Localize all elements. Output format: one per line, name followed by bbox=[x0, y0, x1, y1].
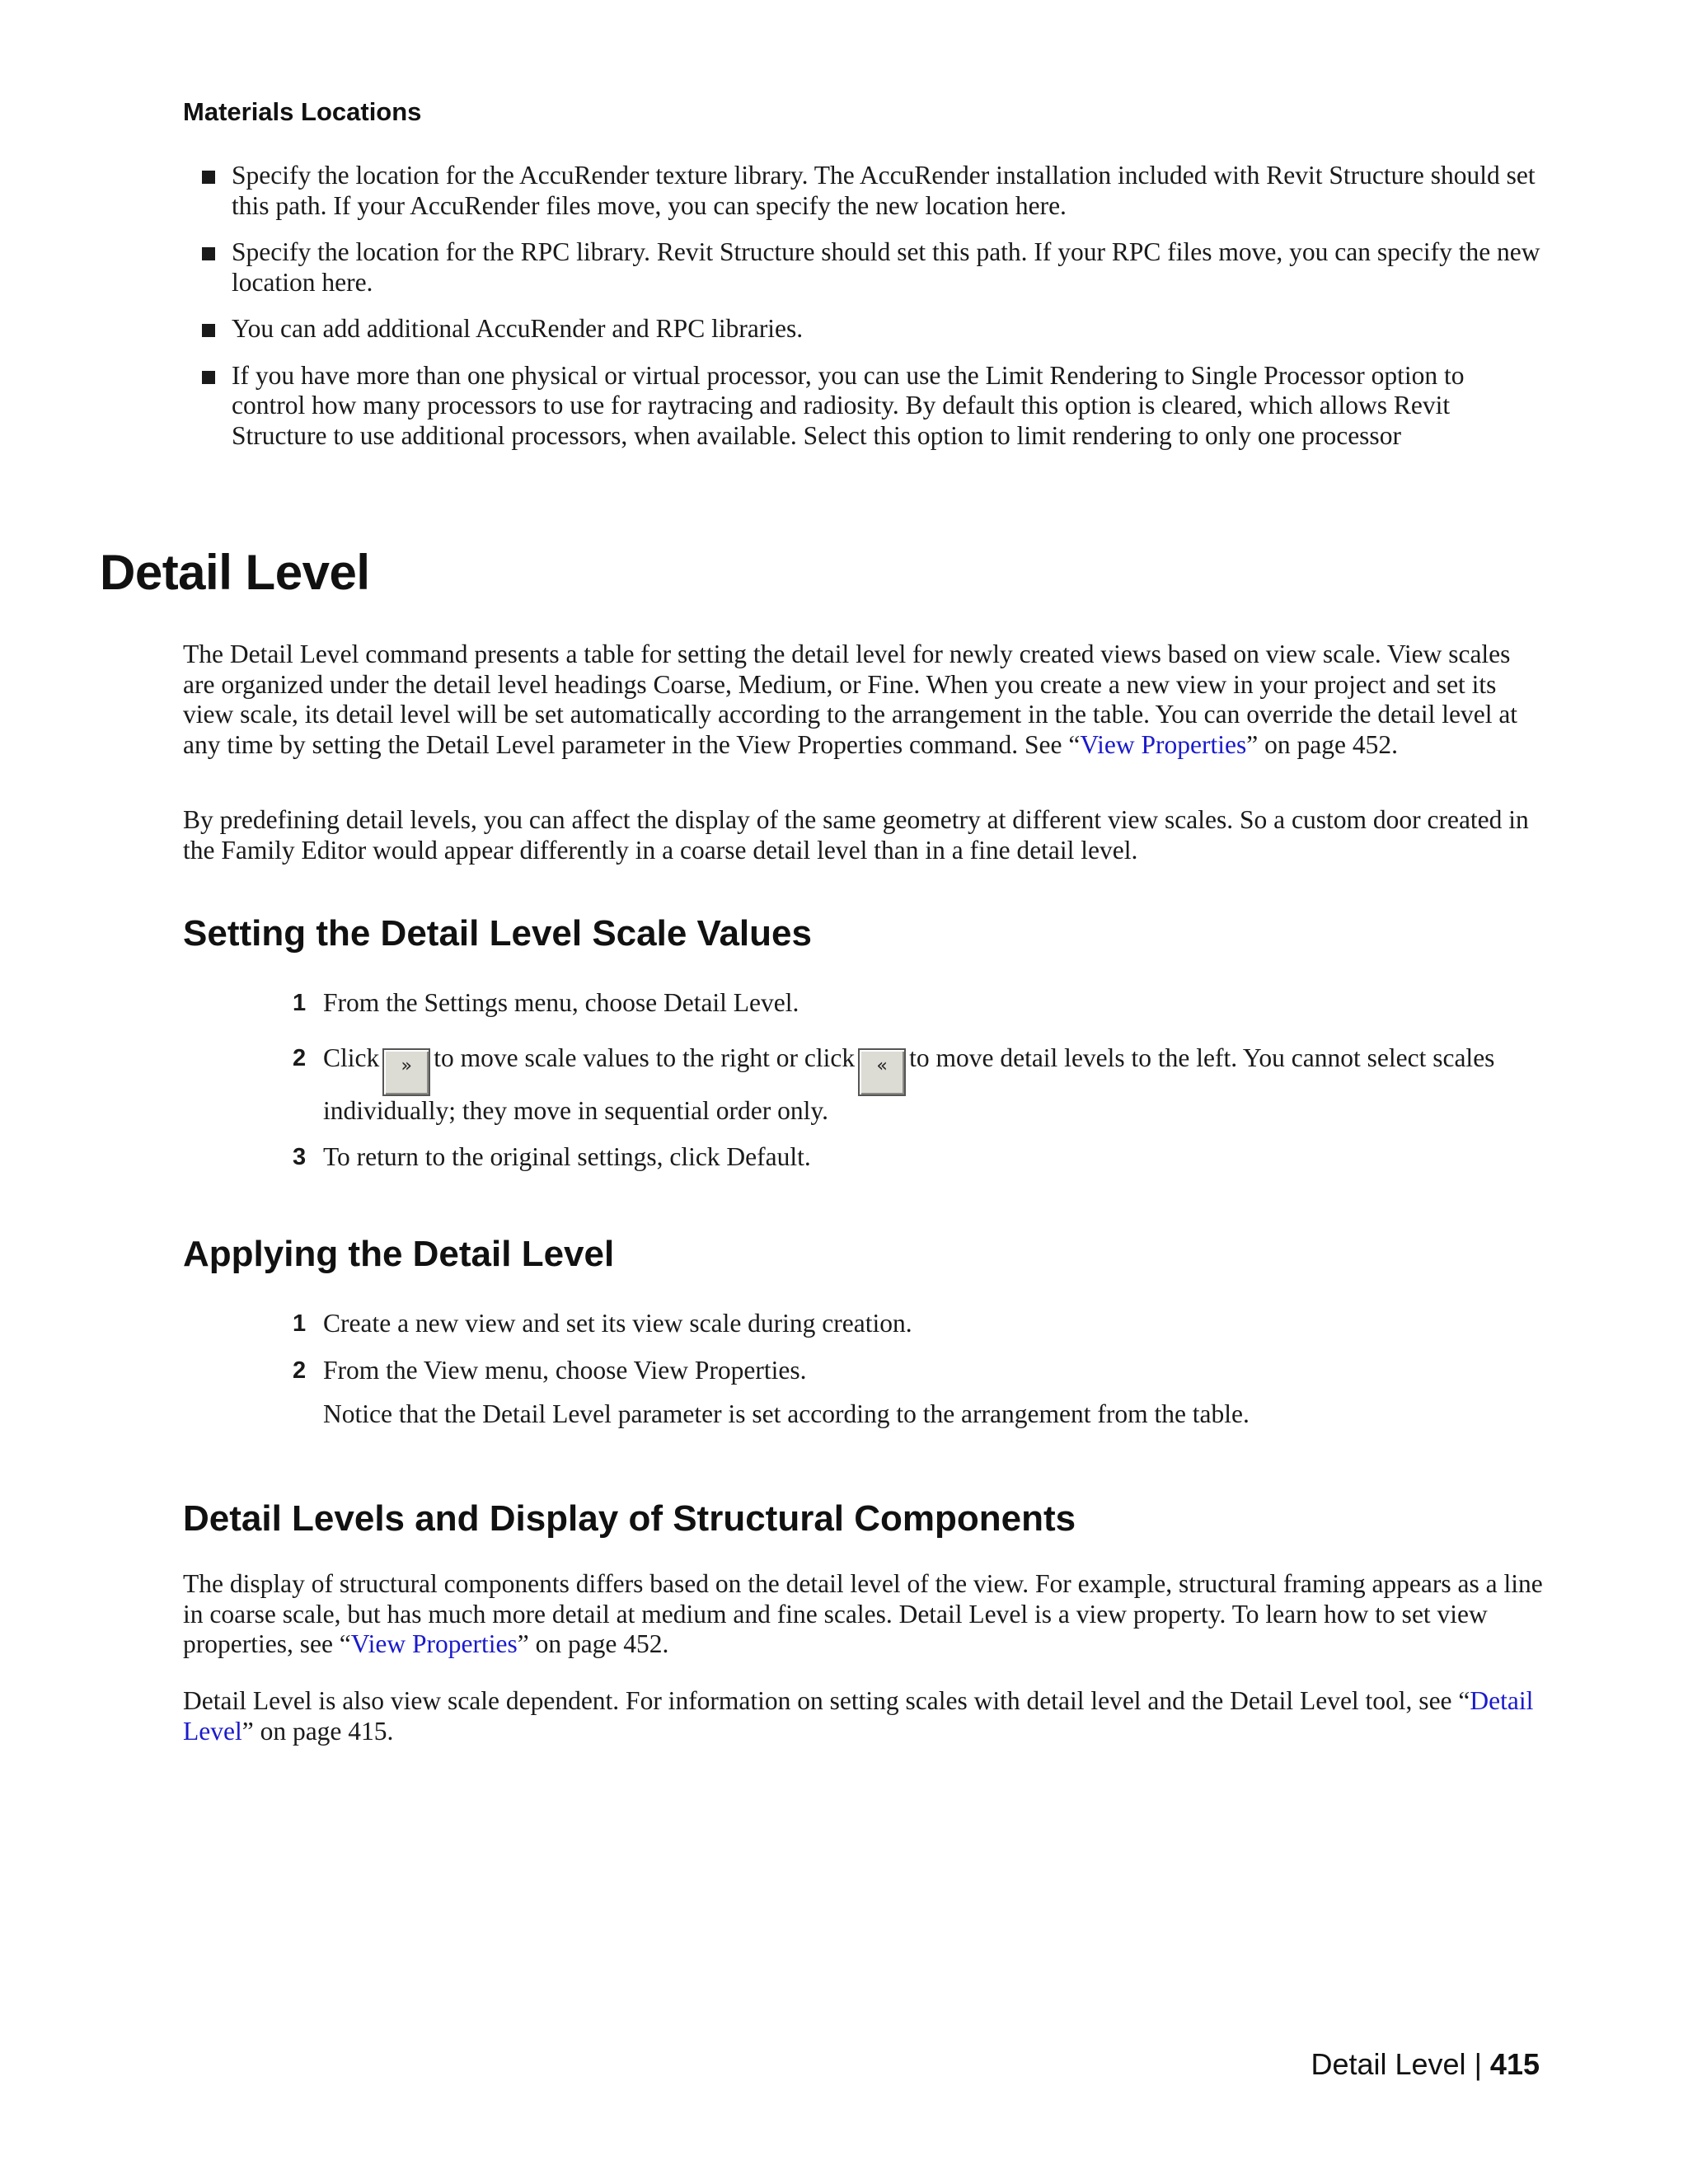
paragraph-text: ” on page 415. bbox=[241, 1716, 394, 1746]
bullet-item bbox=[202, 237, 1541, 298]
paragraph-text: Detail Level is also view scale dependent. For information on setting scales with detail level and the Detail Level tool, see “ bbox=[183, 1686, 1470, 1715]
square-bullet-icon bbox=[202, 371, 215, 384]
bullet-text: You can add additional AccuRender and RPC libraries. bbox=[232, 314, 804, 343]
step-item bbox=[293, 1043, 1545, 1127]
step-item bbox=[293, 1309, 1545, 1339]
step-text: To return to the original settings, click Default. bbox=[323, 1142, 811, 1171]
page-number: 415 bbox=[1489, 2047, 1540, 2081]
detail-level-intro-paragraph bbox=[183, 640, 1543, 760]
detail-level-link[interactable]: Detail Level bbox=[183, 1686, 1534, 1746]
setting-steps-list bbox=[293, 988, 1545, 1189]
structural-second-paragraph bbox=[183, 1686, 1543, 1746]
step-number: 2 bbox=[293, 1044, 307, 1071]
bullet-text: Specify the location for the AccuRender texture library. The AccuRender installation included with Revit Structure should set this path. If your AccuRender files move, you can specify the new location here. bbox=[232, 161, 1536, 220]
applying-steps-list bbox=[293, 1309, 1545, 1402]
footer-separator: | bbox=[1474, 2047, 1482, 2081]
square-bullet-icon bbox=[202, 171, 215, 184]
step-text: Create a new view and set its view scale during creation. bbox=[323, 1309, 912, 1338]
step-number: 1 bbox=[293, 990, 307, 1016]
applying-note: Notice that the Detail Level parameter is set according to the arrangement from the table. bbox=[323, 1399, 1250, 1428]
step-item bbox=[293, 988, 1545, 1019]
paragraph-text: The Detail Level command presents a table for setting the detail level for newly created views based on view scale. View scales are organized under the detail level headings Coarse, Medium, or Fine. When you create a new view in your project and set its view scale, its detail level will be set automatically according to the arrangement in the table. You can override the detail level at any time by setting the Detail Level parameter in the View Properties command. See “ bbox=[183, 640, 1518, 759]
bullet-item bbox=[202, 361, 1541, 452]
square-bullet-icon bbox=[202, 247, 215, 260]
step-text: Click bbox=[323, 1043, 380, 1072]
view-properties-link[interactable]: View Properties bbox=[350, 1629, 518, 1658]
bullet-text: Specify the location for the RPC library. Revit Structure should set this path. If your RPC files move, you can specify the new location here. bbox=[232, 237, 1540, 297]
view-properties-link[interactable]: View Properties bbox=[1080, 729, 1247, 759]
detail-level-title: Detail Level bbox=[100, 545, 370, 600]
bullet-item bbox=[202, 314, 1541, 344]
applying-detail-level-heading: Applying the Detail Level bbox=[183, 1234, 615, 1274]
step-number: 3 bbox=[293, 1144, 307, 1170]
detail-level-second-paragraph: By predefining detail levels, you can affect the display of the same geometry at different view scales. So a custom door created in the Family Editor would appear differently in a coarse detail level than in a fine detail level. bbox=[183, 805, 1529, 865]
step-text: to move detail levels to the left. You cannot select scales individually; they move in sequential order only. bbox=[323, 1043, 1495, 1125]
materials-locations-heading: Materials Locations bbox=[183, 97, 422, 126]
page-footer bbox=[1311, 2047, 1540, 2082]
step-number: 2 bbox=[293, 1357, 307, 1384]
bullet-text: If you have more than one physical or virtual processor, you can use the Limit Rendering to Single Processor option to control how many processors to use for raytracing and radiosity. By default this option is cleared, which allows Revit Structure to use additional processors, when available. Select this option to limit rendering to only one processor bbox=[232, 360, 1465, 450]
step-number: 1 bbox=[293, 1310, 307, 1337]
structural-first-paragraph bbox=[183, 1569, 1543, 1660]
step-item bbox=[293, 1356, 1545, 1386]
move-left-button-icon: « bbox=[858, 1048, 906, 1096]
move-right-button-icon: » bbox=[382, 1048, 430, 1096]
footer-section-title: Detail Level bbox=[1311, 2047, 1466, 2081]
square-bullet-icon bbox=[202, 324, 215, 337]
step-item bbox=[293, 1142, 1545, 1173]
paragraph-text: ” on page 452. bbox=[1246, 729, 1398, 759]
bullet-item bbox=[202, 161, 1541, 221]
setting-scale-values-heading: Setting the Detail Level Scale Values bbox=[183, 913, 812, 954]
materials-bullet-list bbox=[202, 161, 1541, 467]
step-text: From the Settings menu, choose Detail Level. bbox=[323, 988, 799, 1017]
step-text: From the View menu, choose View Properties. bbox=[323, 1355, 807, 1385]
step-text: to move scale values to the right or click bbox=[434, 1043, 856, 1072]
structural-components-heading: Detail Levels and Display of Structural Components bbox=[183, 1498, 1076, 1539]
paragraph-text: ” on page 452. bbox=[517, 1629, 669, 1658]
paragraph-text: The display of structural components differs based on the detail level of the view. For example, structural framing appears as a line in coarse scale, but has much more detail at medium and fine scales. Detail Level is a view property. To learn how to set view properties, see “ bbox=[183, 1569, 1543, 1658]
